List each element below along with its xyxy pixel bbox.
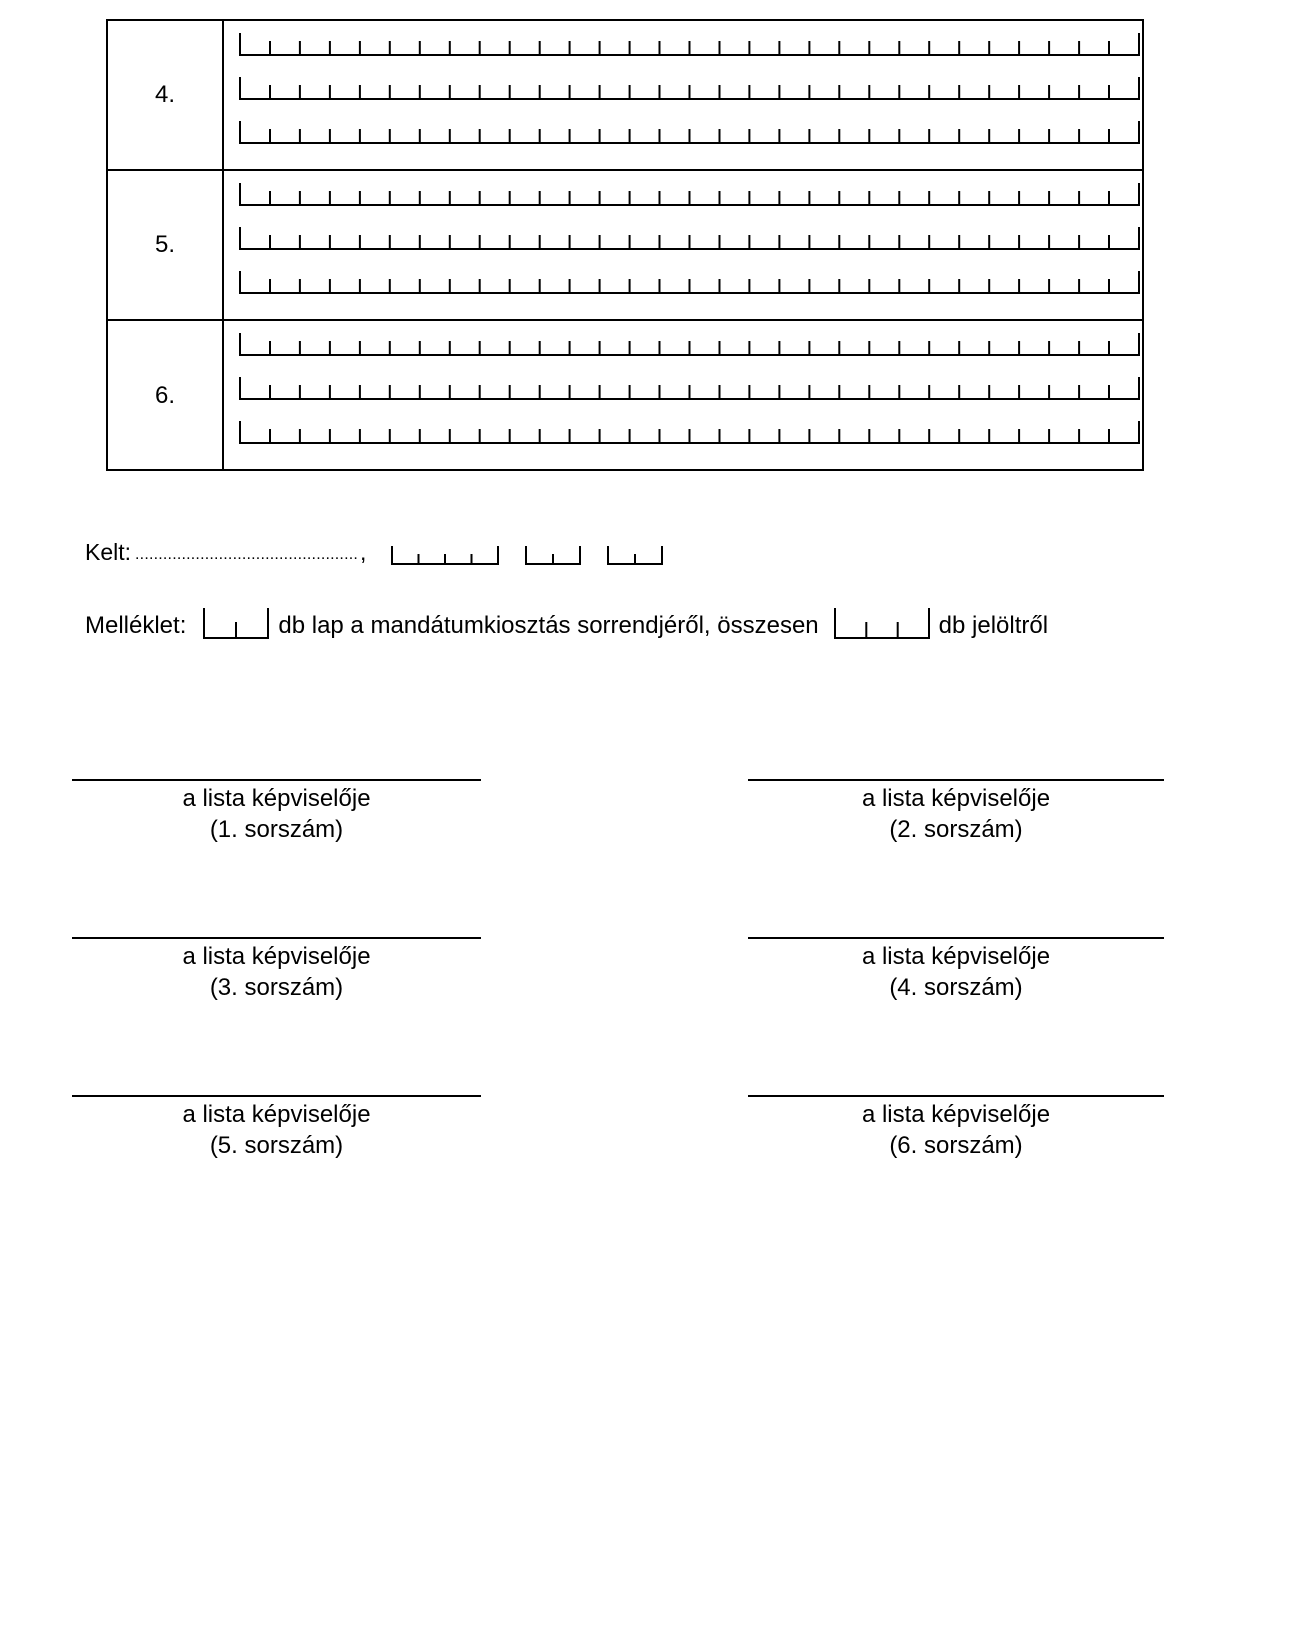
row-number: 6. [108,321,224,471]
signature-role: a lista képviselője [182,1101,371,1128]
signature-block[interactable] [748,937,1164,1003]
signature-block[interactable] [72,1095,481,1161]
character-box-line[interactable] [240,377,1139,399]
attachment-text-middle: db lap a mandátumkiosztás sorrendjéről, összesen [278,612,819,639]
signature-role: a lista képviselője [861,1101,1051,1128]
table-row [108,321,1142,471]
signature-number: (6. sorszám) [889,1132,1023,1159]
signature-line[interactable] [72,779,481,781]
candidate-count-boxes[interactable] [833,606,931,640]
signature-role: a lista képviselője [861,785,1051,812]
name-comb-area[interactable] [224,21,1142,169]
signature-number: (1. sorszám) [209,816,344,843]
row-number: 4. [108,21,224,169]
signature-role: a lista képviselője [182,785,371,812]
signature-line[interactable] [748,1095,1164,1097]
character-boxes[interactable] [224,21,1144,171]
signature-number: (2. sorszám) [889,816,1023,843]
character-box-line[interactable] [240,33,1139,55]
date-label: Kelt: [85,539,132,565]
attachment-line [85,604,1056,640]
signature-block[interactable] [748,779,1164,845]
character-box-line[interactable] [240,227,1139,249]
row-number: 5. [108,171,224,319]
signature-role: a lista képviselője [182,943,371,970]
signature-number: (3. sorszám) [209,974,344,1001]
attachment-text-end: db jelöltről [938,612,1049,639]
signature-block[interactable] [72,779,481,845]
character-box-line[interactable] [240,121,1139,143]
date-line [85,536,666,566]
name-comb-area[interactable] [224,171,1142,319]
signature-line[interactable] [748,937,1164,939]
character-boxes[interactable] [224,171,1144,321]
signature-line[interactable] [748,779,1164,781]
signature-block[interactable] [72,937,481,1003]
character-box-line[interactable] [240,421,1139,443]
month-boxes[interactable] [524,542,584,566]
name-comb-area[interactable] [224,321,1142,471]
character-box-line[interactable] [240,271,1139,293]
day-boxes[interactable] [606,542,666,566]
place-field[interactable]: ................................................ [135,546,359,563]
character-box-line[interactable] [240,183,1139,205]
date-comma: , [360,539,367,565]
signature-number: (4. sorszám) [889,974,1023,1001]
year-boxes[interactable] [390,542,502,566]
sheet-count-boxes[interactable] [202,606,270,640]
signature-line[interactable] [72,937,481,939]
table-row [108,171,1142,321]
character-boxes[interactable] [224,321,1144,471]
table-row [108,21,1142,171]
candidate-table [106,19,1144,471]
character-box-line[interactable] [240,77,1139,99]
signature-number: (5. sorszám) [209,1132,344,1159]
signature-line[interactable] [72,1095,481,1097]
character-box-line[interactable] [240,333,1139,355]
signature-block[interactable] [748,1095,1164,1161]
attachment-label: Melléklet: [85,612,187,639]
signature-role: a lista képviselője [861,943,1051,970]
